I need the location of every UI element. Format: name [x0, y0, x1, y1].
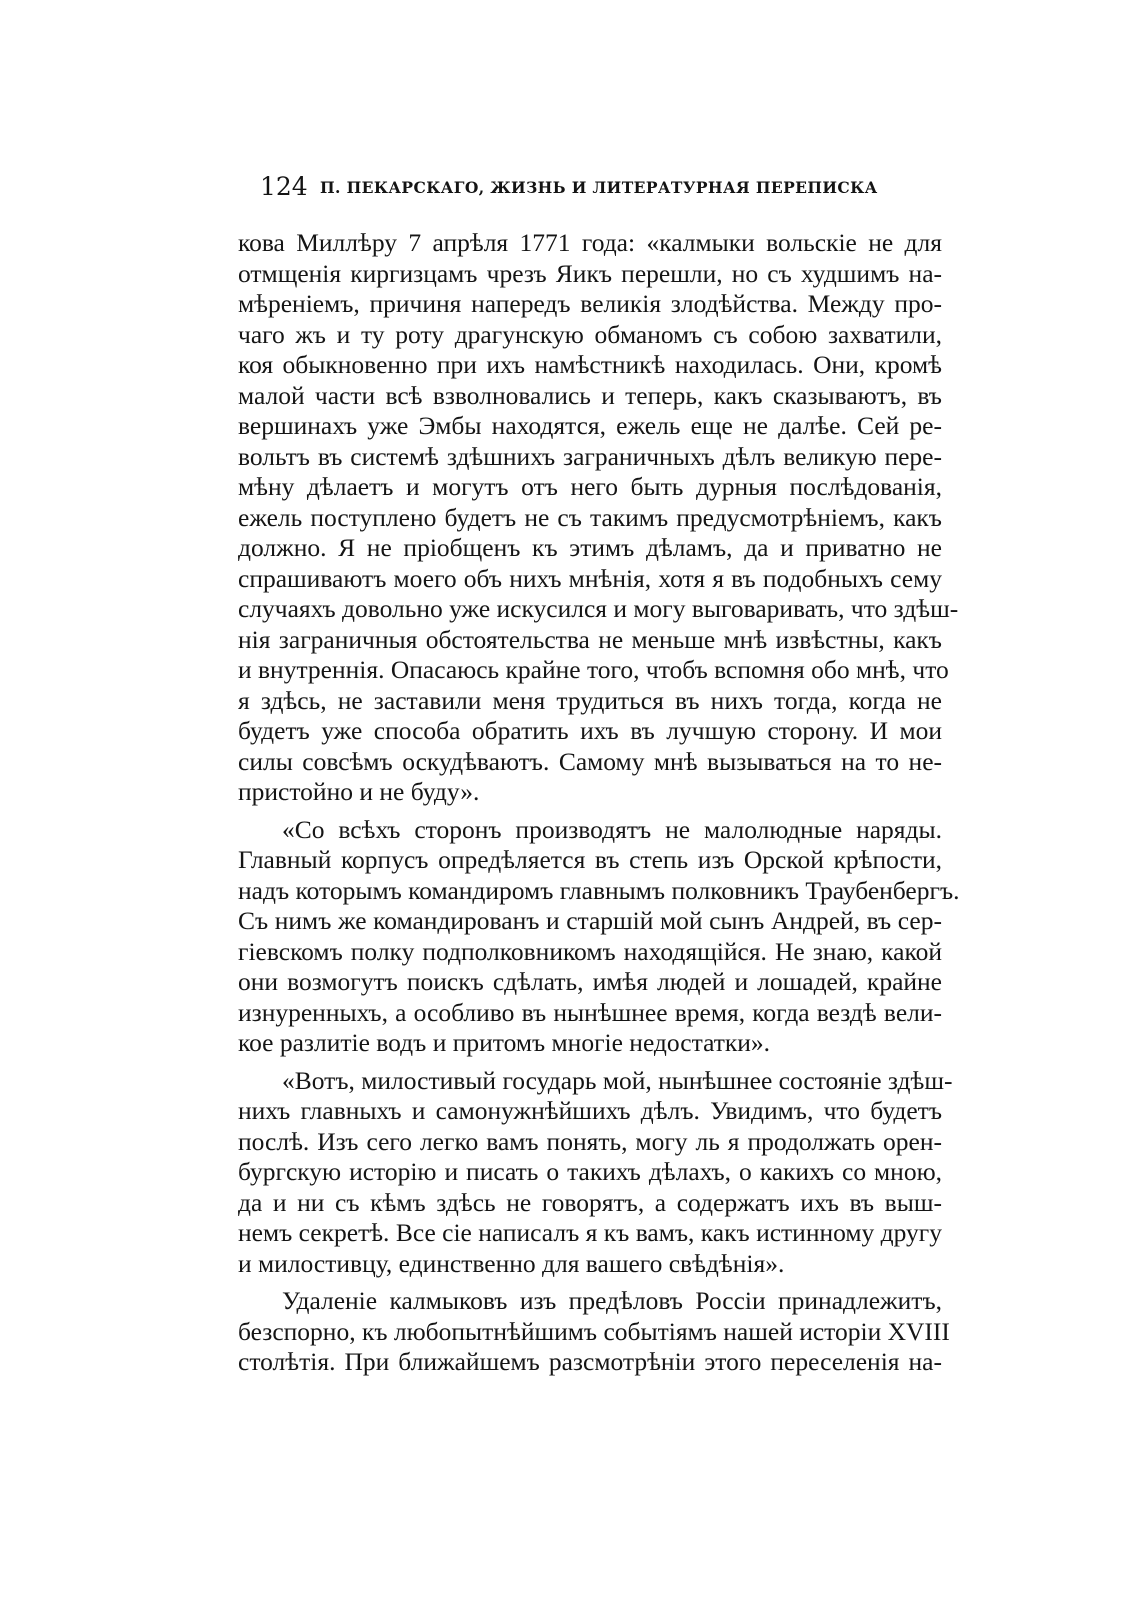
text-line: Съ нимъ же командированъ и старшій мой сынъ Андрей, въ сер- — [238, 906, 942, 935]
text-line: силы совсѣмъ оскудѣваютъ. Самому мнѣ вызываться на то не- — [238, 746, 942, 776]
text-line: послѣ. Изъ сего легко вамъ понять, могу ль я продолжать орен- — [238, 1126, 942, 1156]
text-line: немъ секретѣ. Все сіе написалъ я къ вамъ, какъ истинному другу — [238, 1218, 942, 1247]
text-line: и милостивцу, единственно для вашего свѣдѣнія». — [238, 1248, 785, 1278]
text-line: нія заграничныя обстоятельства не меньше мнѣ извѣстны, какъ — [238, 624, 942, 654]
text-line: бургскую исторію и писать о такихъ дѣлахъ, о какихъ со мною, — [238, 1157, 942, 1186]
paragraph-3 — [238, 1065, 953, 1280]
text-line: мѣреніемъ, причиня напередъ великія злодѣйства. Между про- — [238, 289, 942, 318]
text-line: я здѣсь, не заставили меня трудиться въ нихъ тогда, когда не — [238, 685, 942, 715]
text-line: будетъ уже способа обратить ихъ въ лучшую сторону. И мои — [238, 716, 942, 745]
text-line: вольтъ въ системѣ здѣшнихъ заграничныхъ дѣлъ великую пере- — [238, 441, 942, 471]
text-line: Главный корпусъ опредѣляется въ степь изъ Орской крѣпости, — [238, 845, 942, 874]
body-text — [238, 228, 960, 1378]
text-line: пристойно и не буду». — [238, 777, 480, 806]
text-line: отмщенія киргизцамъ чрезъ Яикъ перешли, но съ худшимъ на- — [238, 258, 942, 288]
text-line: изнуренныхъ, а особливо въ нынѣшнее время, когда вездѣ вели- — [238, 997, 942, 1027]
text-line: «Со всѣхъ сторонъ производятъ не малолюдные наряды. — [282, 814, 942, 844]
text-line: должно. Я не пріобщенъ къ этимъ дѣламъ, да и приватно не — [238, 533, 942, 562]
text-line: вершинахъ уже Эмбы находятся, ежель еще не далѣе. Сей ре- — [238, 411, 942, 440]
text-line: чаго жъ и ту роту драгунскую обманомъ съ собою захватили, — [238, 319, 942, 349]
text-line: мѣну дѣлаетъ и могутъ отъ него быть дурныя послѣдованія, — [238, 472, 942, 501]
text-line: они возмогутъ поискъ сдѣлать, имѣя людей и лошадей, крайне — [238, 967, 942, 996]
text-line: да и ни съ кѣмъ здѣсь не говорятъ, а содержатъ ихъ въ выш- — [238, 1187, 942, 1217]
text-line: «Вотъ, милостивый государь мой, нынѣшнее состояніе здѣш- — [282, 1065, 953, 1095]
running-title: П. ПЕКАРСКАГО, ЖИЗНЬ И ЛИТЕРАТУРНАЯ ПЕРЕПИСКА — [320, 178, 878, 197]
paragraph-1 — [238, 228, 959, 808]
text-line: малой части всѣ взволновались и теперь, какъ сказываютъ, въ — [238, 380, 942, 410]
text-line: Удаленіе калмыковъ изъ предѣловъ Россіи принадлежитъ, — [282, 1286, 942, 1315]
text-line: столѣтія. При ближайшемъ разсмотрѣніи этого переселенія на- — [238, 1347, 942, 1376]
text-line: случаяхъ довольно уже искусился и могу выговаривать, что здѣш- — [238, 594, 959, 623]
text-line: ежель поступлено будетъ не съ такимъ предусмотрѣніемъ, какъ — [238, 502, 942, 532]
text-line: нихъ главныхъ и самонужнѣйшихъ дѣлъ. Увидимъ, что будетъ — [238, 1096, 942, 1125]
text-line: кова Миллѣру 7 апрѣля 1771 года: «калмыки вольскіе не для — [238, 228, 942, 257]
paragraph-2 — [238, 814, 960, 1059]
text-line: и внутреннія. Опасаюсь крайне того, чтобъ вспомня обо мнѣ, что — [238, 655, 949, 684]
paragraph-4 — [238, 1286, 950, 1378]
text-line: гіевскомъ полку подполковникомъ находящійся. Не знаю, какой — [238, 936, 942, 966]
running-head — [260, 171, 940, 211]
text-line: кое разлитіе водъ и притомъ многіе недостатки». — [238, 1028, 771, 1057]
text-line: коя обыкновенно при ихъ намѣстникѣ находилась. Они, кромѣ — [238, 350, 942, 379]
page-number: 124 — [260, 172, 308, 201]
text-line: спрашиваютъ моего объ нихъ мнѣнія, хотя я въ подобныхъ сему — [238, 563, 942, 593]
text-line: безспорно, къ любопытнѣйшимъ событіямъ нашей исторіи XVIII — [238, 1316, 950, 1346]
text-line: надъ которымъ командиромъ главнымъ полковникъ Траубенбергъ. — [238, 875, 960, 905]
